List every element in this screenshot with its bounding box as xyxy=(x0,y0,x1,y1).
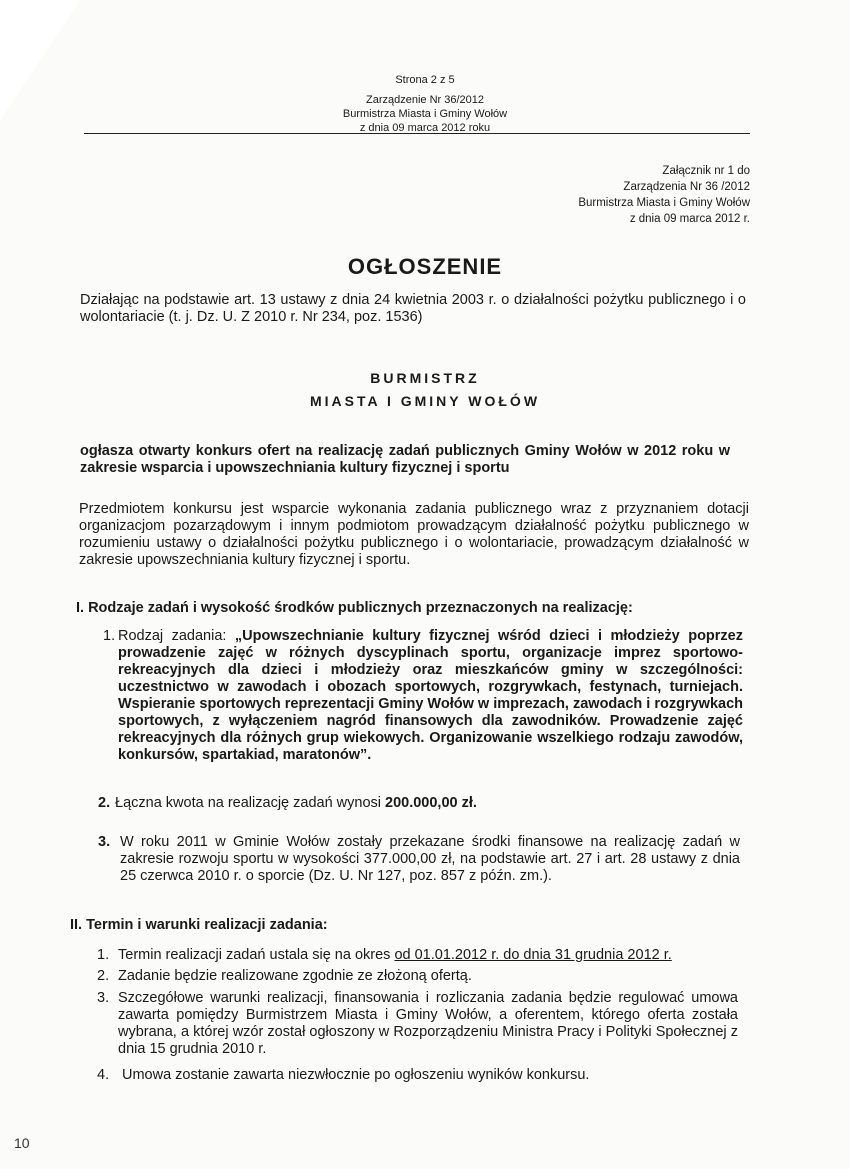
item2-body xyxy=(115,795,735,812)
order-number: Zarządzenie Nr 36/2012 xyxy=(365,94,484,106)
attachment-note xyxy=(578,163,750,227)
order-author: Burmistrza Miasta i Gminy Wołów xyxy=(342,108,508,120)
attachment-line1: Załącznik nr 1 do xyxy=(662,165,750,177)
document-title: OGŁOSZENIE xyxy=(347,254,503,279)
s2-item1-number: 1. xyxy=(97,947,110,963)
item2-number: 2. xyxy=(98,795,111,811)
item3-body: W roku 2011 w Gminie Wołów zostały przekazane środki finansowe na realizację zadań w zakresie rozwoju sportu w wysokości 377.000,00 zł, na podstawie art. 27 i art. 28 ustawy z dnia 25 czerwca 2010 r. o sporcie (Dz. U. Nr 127, poz. 857 z późn. zm.). xyxy=(120,834,740,884)
s2-item3-text: Szczegółowe warunki realizacji, finansowania i rozliczania zadania będzie regulować umowa zawarta pomiędzy Burmistrzem Miasta i Gminy Wołów, a oferentem, którego oferta została wybrana, a której wzór został ogłoszony w Rozporządzeniu Ministra Pracy i Polityki Społecznej z dnia 15 grudnia 2010 r. xyxy=(118,990,738,1057)
page-mark: 10 xyxy=(14,1135,30,1151)
section2-heading: II. Termin i warunki realizacji zadania: xyxy=(70,917,328,933)
item1-body xyxy=(118,628,743,764)
s2-item3-number: 3. xyxy=(97,990,110,1006)
legal-basis: Działając na podstawie art. 13 ustawy z dnia 24 kwietnia 2003 r. o działalności pożytku publicznego i o wolontariacie (t. j. Dz. U. Z 2010 r. Nr 234, poz. 1536) xyxy=(80,292,746,325)
item1-task: „Upowszechnianie kultury fizycznej wśród dzieci i młodzieży poprzez prowadzenie zajęć w różnych dyscyplinach sportu, organizacje imprez sportowo-rekreacyjnych dla dzieci i młodzieży oraz mieszkańców gminy w szczególności: uczestnictwo w zawodach i obozach sportowych, rozgrywkach, festynach, turniejach. Wspieranie sportowych reprezentacji Gminy Wołów w imprezach, zawodach i rozgrywkach sportowych, z wyłączeniem nagród finansowych dla zawodników. Prowadzenie zajęć rekreacyjnych dla różnych grup wiekowych. Organizowanie wszelkiego rodzaju zawodów, konkursów, spartakiad, maratonów”. xyxy=(118,628,744,763)
item2-amount: 200.000,00 zł. xyxy=(385,795,477,811)
item1-number: 1. xyxy=(103,628,116,644)
section1-heading: I. Rodzaje zadań i wysokość środków publicznych przeznaczonych na realizację: xyxy=(76,600,633,616)
s2-item1-period: od 01.01.2012 r. do dnia 31 grudnia 2012 r. xyxy=(394,947,672,963)
attachment-line3: Burmistrza Miasta i Gminy Wołów xyxy=(578,197,750,209)
attachment-line2: Zarządzenia Nr 36 /2012 xyxy=(623,181,750,193)
s2-item4-number: 4. xyxy=(97,1067,110,1083)
header-divider xyxy=(84,133,750,134)
s2-item4-text: Umowa zostanie zawarta niezwłocznie po ogłoszeniu wyników konkursu. xyxy=(122,1067,590,1083)
s2-item1-body xyxy=(118,947,758,964)
item3-number: 3. xyxy=(98,834,111,850)
item2-text: Łączna kwota na realizację zadań wynosi xyxy=(115,795,381,811)
issuer-line2: MIASTA I GMINY WOŁÓW xyxy=(309,393,541,409)
contest-subject: Przedmiotem konkursu jest wsparcie wykonania zadania publicznego wraz z przyznaniem dotacji organizacjom pozarządowym i innym podmiotom prowadzącym działalność pożytku publicznego w rozumieniu ustawy o działalności pożytku publicznego i o wolontariacie, prowadzącym działalność w zakresie upowszechniania kultury fizycznej i sportu. xyxy=(79,501,749,568)
item1-label: Rodzaj zadania: xyxy=(118,628,227,644)
announcement: ogłasza otwarty konkurs ofert na realizację zadań publicznych Gminy Wołów w 2012 roku w zakresie wsparcia i upowszechniania kultury fizycznej i sportu xyxy=(80,443,730,476)
order-date: z dnia 09 marca 2012 roku xyxy=(359,122,491,134)
attachment-line4: z dnia 09 marca 2012 r. xyxy=(629,213,750,225)
s2-item2-number: 2. xyxy=(97,968,110,984)
s2-item2-text: Zadanie będzie realizowane zgodnie ze złożoną ofertą. xyxy=(118,968,472,984)
page-number: Strona 2 z 5 xyxy=(395,74,455,86)
s2-item1-text: Termin realizacji zadań ustala się na okres xyxy=(118,947,395,963)
issuer-line1: BURMISTRZ xyxy=(370,370,480,386)
